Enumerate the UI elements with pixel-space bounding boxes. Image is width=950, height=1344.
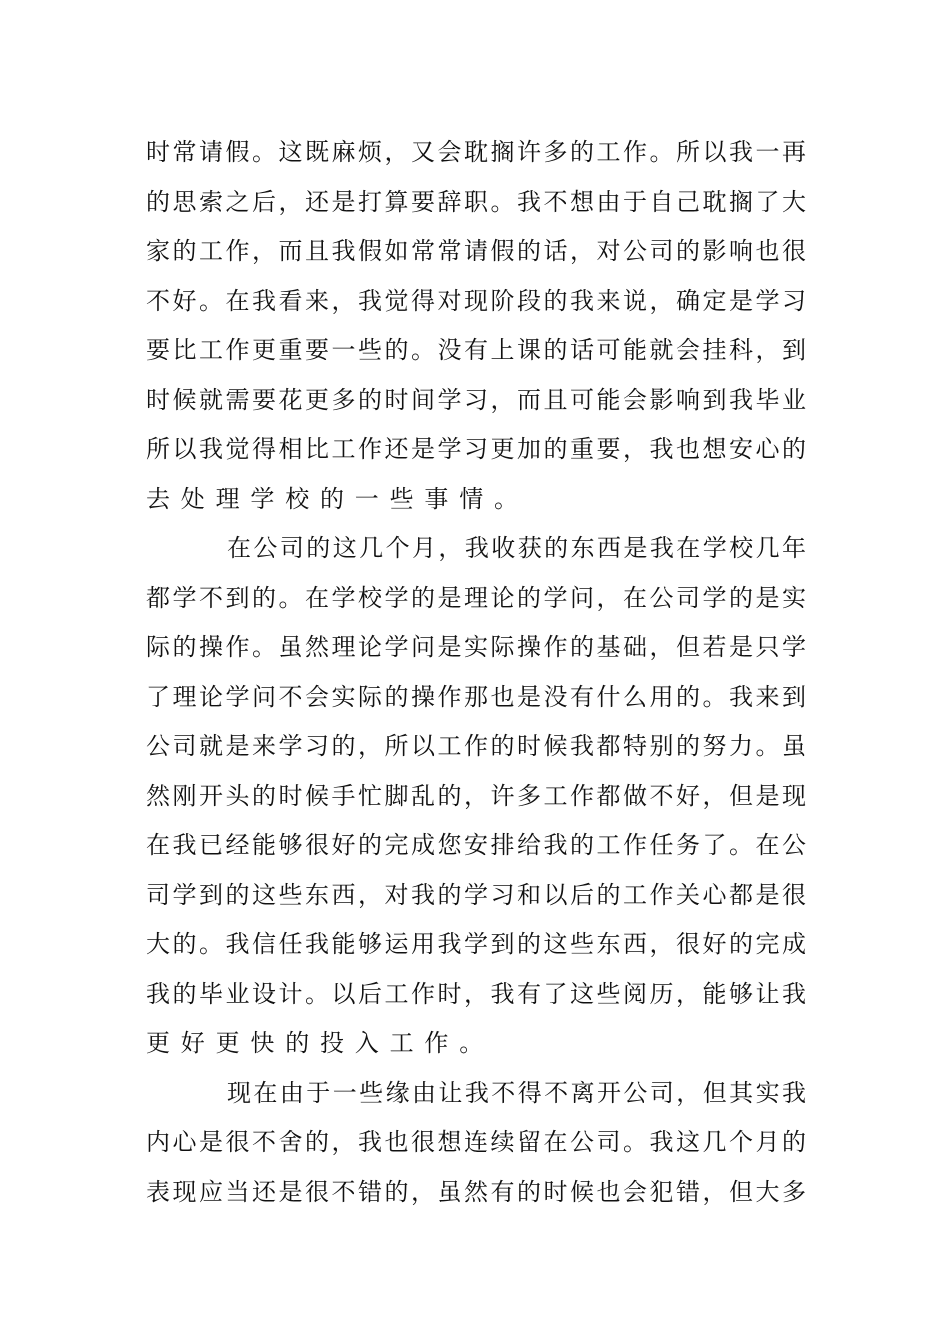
- text-line: 大的。我信任我能够运用我学到的这些东西，很好的完成: [146, 930, 806, 958]
- text-line: 在我已经能够很好的完成您安排给我的工作任务了。在公: [146, 831, 806, 859]
- paragraph-first-line: 现在由于一些缘由让我不得不离开公司，但其实我: [227, 1078, 806, 1107]
- text-line: 司学到的这些东西，对我的学习和以后的工作关心都是很: [146, 880, 806, 909]
- text-line: 时候就需要花更多的时间学习，而且可能会影响到我毕业: [146, 385, 806, 414]
- text-line: 都学不到的。在学校学的是理论的学问，在公司学的是实: [146, 583, 806, 612]
- text-line: 家的工作，而且我假如常常请假的话，对公司的影响也很: [146, 237, 806, 265]
- text-line: 际的操作。虽然理论学问是实际操作的基础，但若是只学: [146, 633, 806, 661]
- text-line: 要比工作更重要一些的。没有上课的话可能就会挂科，到: [146, 336, 806, 364]
- text-line: 表现应当还是很不错的，虽然有的时候也会犯错，但大多: [146, 1177, 806, 1206]
- text-line: 的思索之后，还是打算要辞职。我不想由于自己耽搁了大: [146, 187, 806, 216]
- text-line: 时常请假。这既麻烦，又会耽搁许多的工作。所以我一再: [146, 138, 806, 166]
- text-line: 更好更快的投入工作。: [146, 1029, 494, 1057]
- text-line: 去处理学校的一些事情。: [146, 484, 529, 513]
- document-body: [146, 128, 806, 1217]
- text-line: 所以我觉得相比工作还是学习更加的重要，我也想安心的: [146, 435, 806, 463]
- text-line: 了理论学问不会实际的操作那也是没有什么用的。我来到: [146, 682, 806, 711]
- text-line: 公司就是来学习的，所以工作的时候我都特别的努力。虽: [146, 732, 806, 760]
- paragraph-first-line: 在公司的这几个月，我收获的东西是我在学校几年: [227, 534, 806, 562]
- text-line: 我的毕业设计。以后工作时，我有了这些阅历，能够让我: [146, 979, 806, 1008]
- text-line: 不好。在我看来，我觉得对现阶段的我来说，确定是学习: [146, 286, 806, 315]
- text-line: 然刚开头的时候手忙脚乱的，许多工作都做不好，但是现: [146, 781, 806, 810]
- text-line: 内心是很不舍的，我也很想连续留在公司。我这几个月的: [146, 1128, 806, 1156]
